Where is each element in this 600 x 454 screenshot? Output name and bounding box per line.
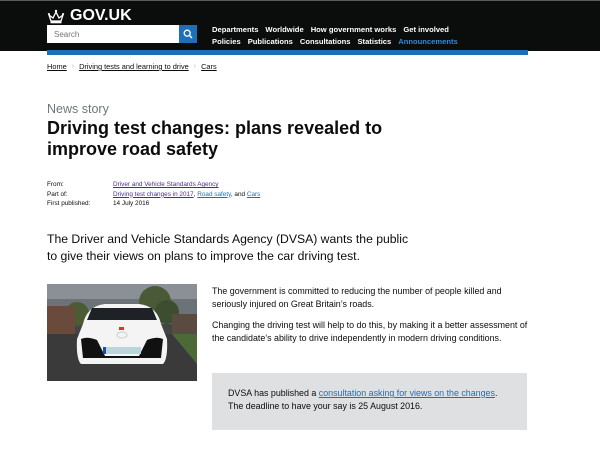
body-paragraph: Changing the driving test will help to do this, by making it a better assessment of the candidate’s ability to drive independently in modern driving conditions. bbox=[212, 320, 528, 343]
nav-consultations[interactable]: Consultations bbox=[299, 37, 351, 46]
search-button[interactable] bbox=[179, 25, 197, 43]
content-type-label: News story bbox=[47, 102, 109, 116]
part-of-link-driving-test-changes[interactable]: Driving test changes in 2017 bbox=[113, 190, 194, 198]
govuk-logo-link[interactable] bbox=[47, 7, 132, 25]
breadcrumb-driving-tests[interactable]: Driving tests and learning to drive bbox=[79, 62, 189, 71]
callout-prefix: DVSA has published a bbox=[228, 388, 319, 398]
logo-text: GOV.UK bbox=[70, 7, 132, 24]
first-published-date: 14 July 2016 bbox=[113, 200, 150, 208]
chevron-right-icon: › bbox=[193, 63, 197, 70]
header-blue-bar bbox=[47, 50, 528, 55]
search-icon bbox=[183, 29, 193, 39]
search-form bbox=[47, 25, 197, 43]
article-image bbox=[47, 284, 197, 381]
from-organisation-link[interactable]: Driver and Vehicle Standards Agency bbox=[113, 181, 219, 188]
crown-icon bbox=[47, 9, 65, 24]
part-of-label: Part of: bbox=[47, 190, 68, 198]
part-of-link-road-safety[interactable]: Road safety bbox=[197, 190, 231, 198]
breadcrumb-cars[interactable]: Cars bbox=[201, 62, 217, 71]
nav-policies[interactable]: Policies bbox=[212, 37, 241, 46]
nav-get-involved[interactable]: Get involved bbox=[403, 25, 449, 34]
separator: , bbox=[193, 190, 198, 198]
separator: , and bbox=[230, 190, 247, 198]
nav-announcements[interactable]: Announcements bbox=[398, 37, 458, 46]
article-metadata bbox=[47, 180, 260, 209]
body-paragraph: The government is committed to reducing the number of people killed and seriously injured on Great Britain’s roads. bbox=[212, 286, 502, 309]
nav-how-government-works[interactable]: How government works bbox=[310, 25, 397, 34]
article-body bbox=[212, 285, 532, 353]
first-published-label: First published: bbox=[47, 200, 91, 208]
nav-publications[interactable]: Publications bbox=[247, 37, 293, 46]
nav-statistics[interactable]: Statistics bbox=[357, 37, 392, 46]
part-of-link-cars[interactable]: Cars bbox=[246, 190, 261, 198]
callout-deadline: The deadline to have your say is 25 August 2016. bbox=[228, 401, 423, 411]
page-title: Driving test changes: plans revealed to improve road safety bbox=[47, 118, 383, 159]
callout-suffix: . bbox=[494, 388, 498, 398]
main-nav bbox=[212, 24, 458, 48]
article-lede: The Driver and Vehicle Standards Agency (DVSA) wants the public to give their views on plans to improve the car driving test. bbox=[47, 232, 409, 263]
search-input[interactable] bbox=[47, 25, 179, 43]
site-header bbox=[0, 1, 600, 51]
breadcrumb bbox=[47, 62, 217, 71]
nav-departments[interactable]: Departments bbox=[212, 25, 259, 34]
from-label: From: bbox=[47, 181, 64, 188]
breadcrumb-home[interactable]: Home bbox=[47, 62, 67, 71]
chevron-right-icon: › bbox=[71, 63, 75, 70]
consultation-callout bbox=[212, 373, 527, 430]
nav-worldwide[interactable]: Worldwide bbox=[265, 25, 304, 34]
consultation-link[interactable]: consultation asking for views on the changes bbox=[318, 388, 495, 398]
